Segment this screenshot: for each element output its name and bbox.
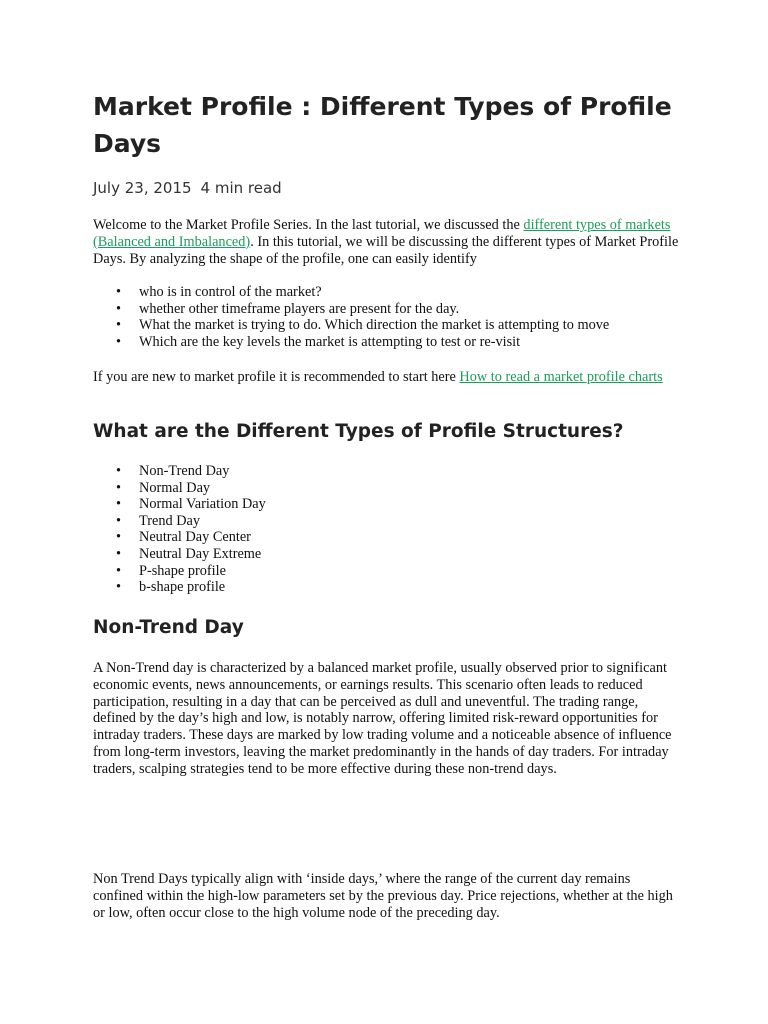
- list-item: • b-shape profile: [116, 579, 226, 596]
- intro-paragraph: [93, 217, 683, 267]
- bullet-icon: •: [116, 300, 122, 317]
- structures-list: [93, 463, 683, 596]
- structures-heading: What are the Different Types of Profile Structures?: [93, 421, 624, 442]
- list-item: • Non-Trend Day: [116, 463, 230, 479]
- list-item: • Normal Day: [116, 479, 211, 496]
- new-reader-paragraph: [93, 369, 683, 386]
- read-time: 4 min read: [200, 179, 282, 197]
- list-item: • P-shape profile: [116, 562, 226, 579]
- list-item: • Neutral Day Extreme: [116, 545, 262, 562]
- bullet-icon: •: [116, 545, 122, 562]
- how-to-read-market-profile-link[interactable]: How to read a market profile charts: [459, 369, 663, 385]
- non-trend-paragraph: A Non-Trend day is characterized by a balanced market profile, usually observed prior to significant economic events, news announcements, or earnings results. This scenario often leads to reduced participation, resulting in a day that can be perceived as dull and uneventful. The trading range, defined by the day’s high and low, is notably narrow, offering limited risk-reward opportunities for intraday traders. These days are marked by low trading volume and a noticeable absence of influence from long-term investors, leaving the market predominantly in the hands of day traders. For intraday traders, scalping strategies tend to be more effective during these non-trend days.: [93, 660, 672, 777]
- list-item: • Which are the key levels the market is attempting to test or re-visit: [116, 333, 521, 350]
- list-item: • Neutral Day Center: [116, 529, 251, 546]
- intro-text-before: Welcome to the Market Profile Series. In the last tutorial, we discussed the: [93, 217, 524, 233]
- bullet-icon: •: [116, 463, 122, 479]
- non-trend-heading: Non-Trend Day: [93, 617, 244, 638]
- intro-text-after: . In this tutorial, we will be discussing the different types of Market Profile Days. By analyzing the shape of the profile, one can easily identify: [93, 233, 679, 267]
- page-title: Market Profile : Different Types of Profile Days: [93, 92, 672, 158]
- bullet-icon: •: [116, 562, 122, 579]
- inside-days-paragraph: Non Trend Days typically align with ‘inside days,’ where the range of the current day remains confined within the high-low parameters set by the previous day. Price rejections, whether at the high or low, often occur close to the high volume node of the preceding day.: [93, 871, 673, 921]
- bullet-icon: •: [116, 284, 122, 300]
- bullet-icon: •: [116, 512, 122, 529]
- bullet-icon: •: [116, 317, 122, 334]
- different-types-of-markets-link[interactable]: different types of markets (Balanced and Imbalanced): [93, 217, 671, 250]
- list-item: • who is in control of the market?: [116, 284, 322, 300]
- bullet-icon: •: [116, 496, 122, 513]
- bullet-icon: •: [116, 333, 122, 350]
- list-item: • Normal Variation Day: [116, 496, 266, 513]
- article-meta: [93, 179, 282, 197]
- list-item: • Trend Day: [116, 512, 201, 529]
- publish-date: July 23, 2015: [93, 179, 192, 197]
- new-reader-text: If you are new to market profile it is recommended to start here: [93, 369, 460, 385]
- bullet-icon: •: [116, 479, 122, 496]
- bullet-icon: •: [116, 529, 122, 546]
- intro-bullet-list: [93, 284, 683, 350]
- bullet-icon: •: [116, 579, 122, 596]
- list-item: • What the market is trying to do. Which direction the market is attempting to move: [116, 317, 610, 334]
- list-item: • whether other timeframe players are present for the day.: [116, 300, 460, 317]
